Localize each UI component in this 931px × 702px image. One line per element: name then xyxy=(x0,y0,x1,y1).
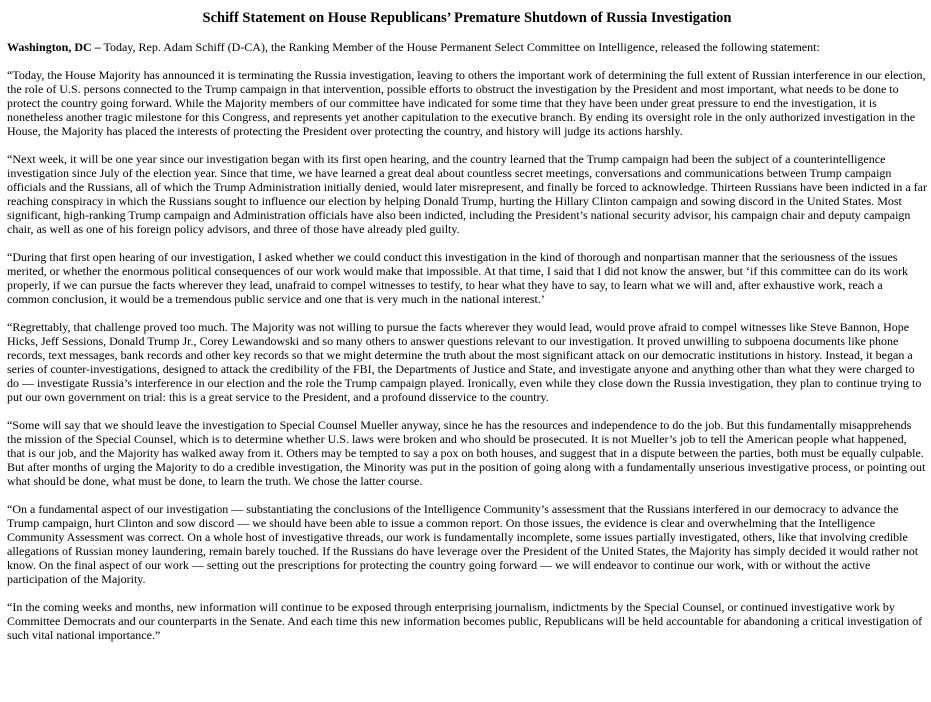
intro-paragraph xyxy=(7,40,927,54)
intro-text: Today, Rep. Adam Schiff (D-CA), the Ranking Member of the House Permanent Select Committee on Intelligence, released the following statement: xyxy=(100,40,820,54)
statement-paragraph-2: “Next week, it will be one year since our investigation began with its first open hearing, and the country learned that the Trump campaign had been the subject of a counterintelligence investigation since July of the election year. Since that time, we have learned a great deal about countless secret meetings, conversations and communications between Trump campaign officials and the Russians, all of which the Trump Administration initially denied, would later misrepresent, and finally be forced to acknowledge. Thirteen Russians have been indicted in a far reaching conspiracy in which the Russians sought to influence our election by helping Donald Trump, hurting the Hillary Clinton campaign and sowing discord in the United States. Most significant, high-ranking Trump campaign and Administration officials have also been indicted, including the President’s national security advisor, his campaign chair and deputy campaign chair, as well as one of his foreign policy advisors, and three of those have already pled guilty. xyxy=(7,152,928,236)
dateline: Washington, DC – xyxy=(7,40,101,54)
statement-paragraph-7: “In the coming weeks and months, new information will continue to be exposed through enterprising journalism, indictments by the Special Counsel, or continued investigative work by Committee Democrats and our counterparts in the Senate. And each time this new information becomes public, Republicans will be held accountable for abandoning a critical investigation of such vital national importance.” xyxy=(7,600,923,642)
statement-paragraph-1: “Today, the House Majority has announced it is terminating the Russia investigation, leaving to others the important work of determining the full extent of Russian interference in our election, the role of U.S. persons connected to the Trump campaign in that intervention, possible efforts to obstruct the investigation by the President and most important, what needs to be done to protect the country going forward. While the Majority members of our committee have indicated for some time that they have been under great pressure to end the investigation, it is nonetheless another tragic milestone for this Congress, and represents yet another capitulation to the executive branch. By ending its oversight role in the only authorized investigation in the House, the Majority has placed the interests of protecting the President over protecting the country, and history will judge its actions harshly. xyxy=(7,68,926,138)
statement-paragraph-5: “Some will say that we should leave the investigation to Special Counsel Mueller anyway, since he has the resources and independence to do the job. But this fundamentally misapprehends the mission of the Special Counsel, which is to determine whether U.S. laws were broken and who should be prosecuted. It is not Mueller’s job to tell the American people what happened, that is our job, and the Majority has walked away from it. Others may be tempted to say a pox on both houses, and suggest that in a dispute between the parties, both must be equally culpable. But after months of urging the Majority to do a credible investigation, the Minority was put in the position of going along with a fundamentally unserious investigative process, or pointing out what should be done, what must be done, to learn the truth. We chose the latter course. xyxy=(7,418,926,488)
statement-paragraph-6: “On a fundamental aspect of our investigation — substantiating the conclusions of the Intelligence Community’s assessment that the Russians interfered in our democracy to advance the Trump campaign, hurt Clinton and sow discord — we should have been able to issue a common report. On those issues, the evidence is clear and overwhelming that the Intelligence Community Assessment was correct. On a whole host of investigative threads, our work is fundamentally incomplete, some issues partially investigated, others, like that involving credible allegations of Russian money laundering, remain barely touched. If the Russians do have leverage over the President of the United States, the Majority has simply decided it would rather not know. On the final aspect of our work — setting out the prescriptions for protecting the country going forward — we will endeavor to continue our work, with or without the active participation of the Majority. xyxy=(7,502,919,586)
statement-paragraph-4: “Regrettably, that challenge proved too much. The Majority was not willing to pursue the facts wherever they would lead, would prove afraid to compel witnesses like Steve Bannon, Hope Hicks, Jeff Sessions, Donald Trump Jr., Corey Lewandowski and so many others to answer questions relevant to our investigation. It proved unwilling to subpoena documents like phone records, text messages, bank records and other key records so that we might determine the truth about the most significant attack on our democratic institutions in history. Instead, it began a series of counter-investigations, designed to attack the credibility of the FBI, the Departments of Justice and State, and investigate anyone and anything other than what they were charged to do — investigate Russia’s interference in our election and the role the Trump campaign played. Ironically, even while they close down the Russia investigation, they plan to continue trying to put our own government on trial: this is a great service to the President, and a profound disservice to the country. xyxy=(7,320,922,404)
statement-paragraph-3: “During that first open hearing of our investigation, I asked whether we could conduct this investigation in the kind of thorough and nonpartisan manner that the seriousness of the issues merited, or whether the enormous political consequences of our work would make that impossible. At that time, I said that I did not know the answer, but ‘if this committee can do its work properly, if we can pursue the facts wherever they lead, unafraid to compel witnesses to testify, to hear what they have to say, to learn what we will and, after exhaustive work, reach a common conclusion, it would be a tremendous public service and one that is very much in the national interest.’ xyxy=(7,250,908,306)
page-title: Schiff Statement on House Republicans’ Premature Shutdown of Russia Investigation xyxy=(202,10,732,26)
